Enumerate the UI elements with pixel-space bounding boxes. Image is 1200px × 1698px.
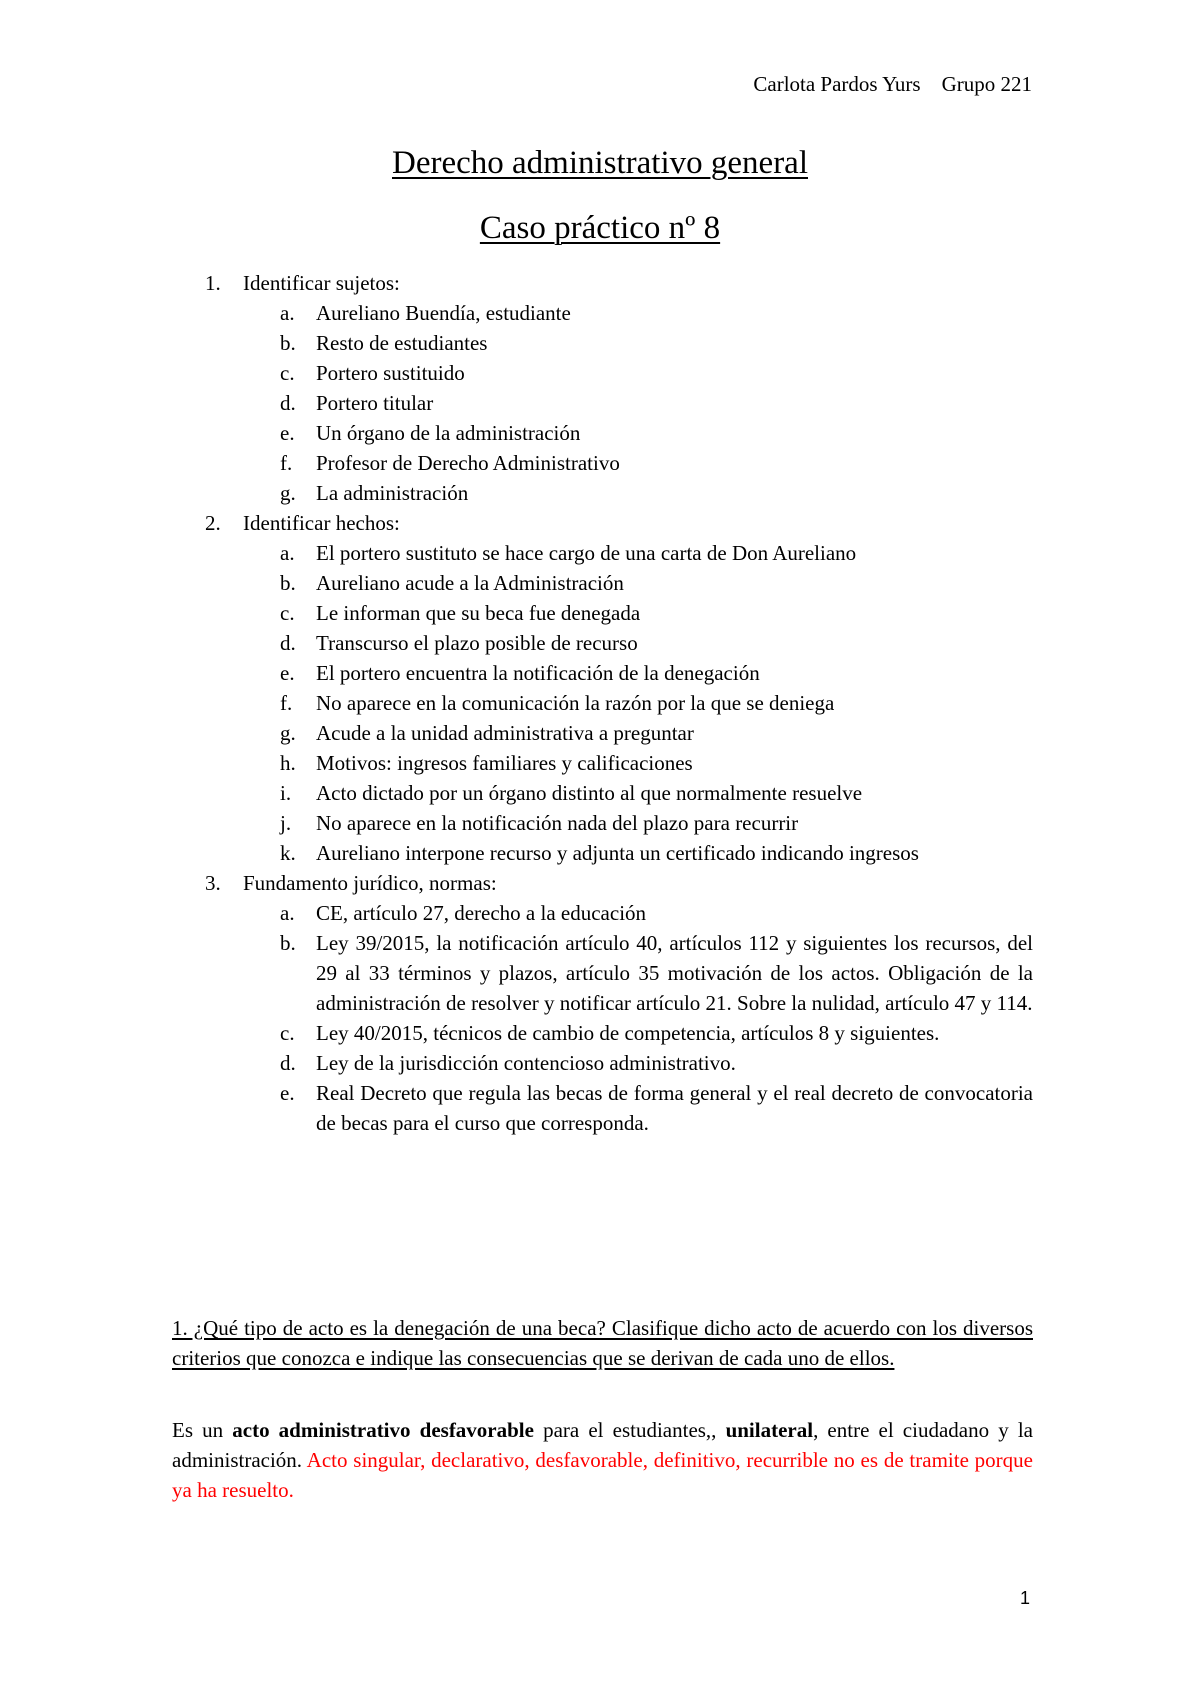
item-text: Portero sustituido	[316, 361, 465, 385]
outline-list	[0, 268, 1200, 1138]
list-item	[0, 388, 1033, 418]
section-number: 2.	[205, 511, 221, 535]
item-text: Aureliano acude a la Administración	[316, 571, 624, 595]
list-item	[0, 478, 1033, 508]
item-text: No aparece en la notificación nada del plazo para recurrir	[316, 811, 799, 835]
item-letter: e.	[280, 421, 295, 445]
question-paragraph: 1. ¿Qué tipo de acto es la denegación de una beca? Clasifique dicho acto de acuerdo con los diversos criterios que conozca e indique las consecuencias que se derivan de cada uno de ellos.	[172, 1316, 1033, 1370]
section-number: 3.	[205, 871, 221, 895]
item-text: Acude a la unidad administrativa a preguntar	[316, 721, 694, 745]
answer-bold-text: unilateral	[725, 1418, 814, 1442]
item-letter: c.	[280, 1021, 295, 1045]
item-letter: a.	[280, 901, 295, 925]
page-number: 1	[1019, 1588, 1030, 1608]
item-letter: b.	[280, 931, 296, 955]
section-label: Fundamento jurídico, normas:	[243, 871, 497, 895]
item-letter: d.	[280, 391, 296, 415]
list-item	[0, 898, 1033, 928]
item-text: Resto de estudiantes	[316, 331, 488, 355]
item-letter: j.	[280, 811, 292, 835]
list-item	[0, 598, 1033, 628]
document-subtitle: Caso práctico nº 8	[479, 210, 721, 246]
item-text: No aparece en la comunicación la razón por la que se deniega	[316, 691, 835, 715]
list-item	[0, 838, 1033, 868]
item-letter: e.	[280, 661, 295, 685]
item-letter: d.	[280, 1051, 296, 1075]
list-item	[0, 418, 1033, 448]
section-item	[0, 868, 1033, 898]
item-letter: d.	[280, 631, 296, 655]
list-item	[0, 568, 1033, 598]
list-item	[0, 1048, 1033, 1078]
item-letter: b.	[280, 571, 296, 595]
list-item	[0, 1018, 1033, 1048]
item-letter: a.	[280, 541, 295, 565]
item-text: El portero sustituto se hace cargo de una carta de Don Aureliano	[316, 541, 857, 565]
item-letter: g.	[280, 721, 296, 745]
list-item	[0, 298, 1033, 328]
item-letter: f.	[280, 691, 293, 715]
list-item	[0, 1078, 1033, 1138]
item-text: Ley 40/2015, técnicos de cambio de competencia, artículos 8 y siguientes.	[316, 1021, 940, 1045]
list-item	[0, 328, 1033, 358]
item-text: Ley de la jurisdicción contencioso administrativo.	[316, 1051, 736, 1075]
item-text: La administración	[316, 481, 469, 505]
list-item	[0, 358, 1033, 388]
group-label: Grupo 221	[941, 72, 1032, 96]
item-letter: g.	[280, 481, 296, 505]
item-text: Ley 39/2015, la notificación artículo 40, artículos 112 y siguientes los recursos, del 29 al 33 términos y plazos, artículo 35 motivación de los actos. Obligación de la administración de resolver y notificar artículo 21. Sobre la nulidad, artículo 47 y 114.	[316, 931, 1033, 1015]
item-text: El portero encuentra la notificación de la denegación	[316, 661, 760, 685]
item-text: Aureliano Buendía, estudiante	[316, 301, 571, 325]
answer-text: , entre el ciudadano y la administración.	[172, 1418, 1033, 1472]
section-label: Identificar sujetos:	[243, 271, 400, 295]
answer-text: Es un	[172, 1418, 233, 1442]
page-header	[753, 72, 1032, 97]
list-item	[0, 628, 1033, 658]
item-letter: k.	[280, 841, 296, 865]
author-name: Carlota Pardos Yurs	[753, 72, 921, 96]
section-item	[0, 268, 1033, 298]
item-text: Un órgano de la administración	[316, 421, 581, 445]
list-item	[0, 778, 1033, 808]
answer-bold-text: acto administrativo desfavorable	[232, 1418, 534, 1442]
item-letter: h.	[280, 751, 296, 775]
list-item	[0, 688, 1033, 718]
item-text: Profesor de Derecho Administrativo	[316, 451, 620, 475]
document-title: Derecho administrativo general	[392, 145, 808, 181]
list-item	[0, 658, 1033, 688]
item-letter: c.	[280, 361, 295, 385]
answer-paragraph	[172, 1415, 1033, 1505]
item-text: Real Decreto que regula las becas de forma general y el real decreto de convocatoria de becas para el curso que corresponda.	[316, 1081, 1033, 1135]
item-text: Transcurso el plazo posible de recurso	[316, 631, 638, 655]
section-number: 1.	[205, 271, 221, 295]
answer-highlight-text: Acto singular, declarativo, desfavorable, definitivo, recurrible no es de tramite porque ya ha resuelto.	[172, 1448, 1033, 1502]
item-text: Portero titular	[316, 391, 434, 415]
section-item	[0, 508, 1033, 538]
item-letter: c.	[280, 601, 295, 625]
list-item	[0, 808, 1033, 838]
list-item	[0, 928, 1033, 1018]
section-label: Identificar hechos:	[243, 511, 400, 535]
item-letter: a.	[280, 301, 295, 325]
item-letter: i.	[280, 781, 292, 805]
list-item	[0, 718, 1033, 748]
item-text: Motivos: ingresos familiares y calificaciones	[316, 751, 693, 775]
list-item	[0, 448, 1033, 478]
answer-text: para el estudiantes,,	[533, 1418, 726, 1442]
item-text: Acto dictado por un órgano distinto al que normalmente resuelve	[316, 781, 863, 805]
item-letter: b.	[280, 331, 296, 355]
list-item	[0, 748, 1033, 778]
item-text: Le informan que su beca fue denegada	[316, 601, 641, 625]
item-text: Aureliano interpone recurso y adjunta un certificado indicando ingresos	[316, 841, 919, 865]
item-letter: e.	[280, 1081, 295, 1105]
item-text: CE, artículo 27, derecho a la educación	[316, 901, 647, 925]
item-letter: f.	[280, 451, 293, 475]
list-item	[0, 538, 1033, 568]
